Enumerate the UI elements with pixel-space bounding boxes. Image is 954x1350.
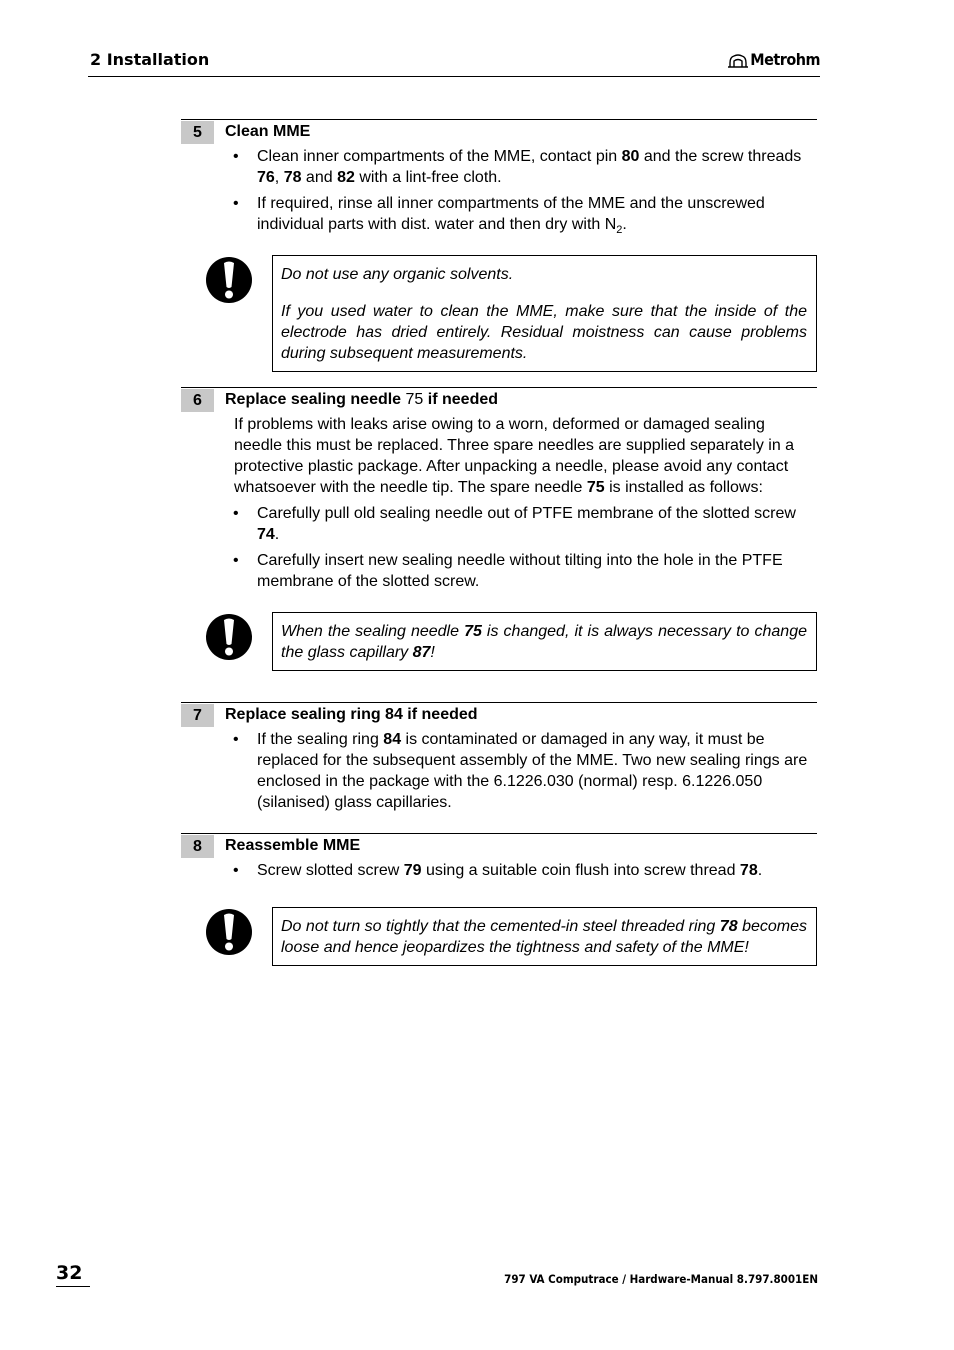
step-5-bullets <box>233 146 817 246</box>
step-8 <box>181 833 817 855</box>
note-text: Do not use any organic solvents. <box>281 266 514 283</box>
step-title: Reassemble MME <box>225 837 361 854</box>
step-8-bullets <box>233 860 817 886</box>
brand-logo <box>728 50 820 69</box>
list-item: • Carefully insert new sealing needle without tilting into the hole in the PTFE membrane of the slotted screw. <box>233 550 817 592</box>
step-number: 8 <box>181 835 214 858</box>
step-title: Clean MME <box>225 123 311 140</box>
list-item: • If required, rinse all inner compartments of the MME and the unscrewed individual parts with dist. water and then dry with $N_2$. <box>233 193 817 241</box>
step-7 <box>181 702 817 724</box>
note-box <box>272 612 817 671</box>
step-number: 6 <box>181 389 214 412</box>
page-number: 32 <box>56 1262 90 1287</box>
step-6 <box>181 387 817 409</box>
note-text: Do not turn so tightly that the cemented-in steel threaded ring 78 becomes loose and hence jeopardizes the tightness and safety of the MME! <box>281 918 807 956</box>
note-box <box>272 907 817 966</box>
paragraph: If problems with leaks arise owing to a worn, deformed or damaged sealing needle this must be replaced. Three spare needles are supplied separately in a protective plastic package. After unpacking a needle, please avoid any contact whatsoever with the needle tip. The spare needle 75 is installed as follows: <box>234 416 795 496</box>
list-item: • Screw slotted screw 79 using a suitable coin flush into screw thread 78. <box>233 860 817 881</box>
page-header <box>88 50 820 77</box>
list-item: • Clean inner compartments of the MME, contact pin 80 and the screw threads 76, 78 and 82 with a lint-free cloth. <box>233 146 817 188</box>
step-title: Replace sealing ring 84 if needed <box>225 706 478 723</box>
list-item: • If the sealing ring 84 is contaminated or damaged in any way, it must be replaced for the subsequent assembly of the MME. Two new sealing rings are enclosed in the package with the 6.1226.030 (normal) resp. 6.1226.050 (silanised) glass capillaries. <box>233 729 817 813</box>
step-6-bullets <box>233 503 817 597</box>
list-item: • Carefully pull old sealing needle out of PTFE membrane of the slotted screw 74. <box>233 503 817 545</box>
exclamation-icon <box>205 613 253 661</box>
note-text: If you used water to clean the MME, make sure that the inside of the electrode has dried entirely. Residual moistness can cause problems during subsequent measurements. <box>281 303 807 362</box>
exclamation-icon <box>205 908 253 956</box>
document-title: 797 VA Computrace / Hardware-Manual 8.797.8001EN <box>504 1272 818 1286</box>
exclamation-icon <box>205 256 253 304</box>
note-box <box>272 255 817 372</box>
step-7-bullets <box>233 729 817 818</box>
note-text: When the sealing needle 75 is changed, it is always necessary to change the glass capillary 87! <box>281 623 807 661</box>
step-number: 5 <box>181 121 214 144</box>
step-title: Replace sealing needle 75 if needed <box>225 391 499 408</box>
metrohm-logo-icon <box>728 52 748 68</box>
step-5 <box>181 119 817 141</box>
chapter-title: 2 Installation <box>90 50 210 69</box>
logo-text: Metrohm <box>750 50 820 69</box>
step-number: 7 <box>181 704 214 727</box>
